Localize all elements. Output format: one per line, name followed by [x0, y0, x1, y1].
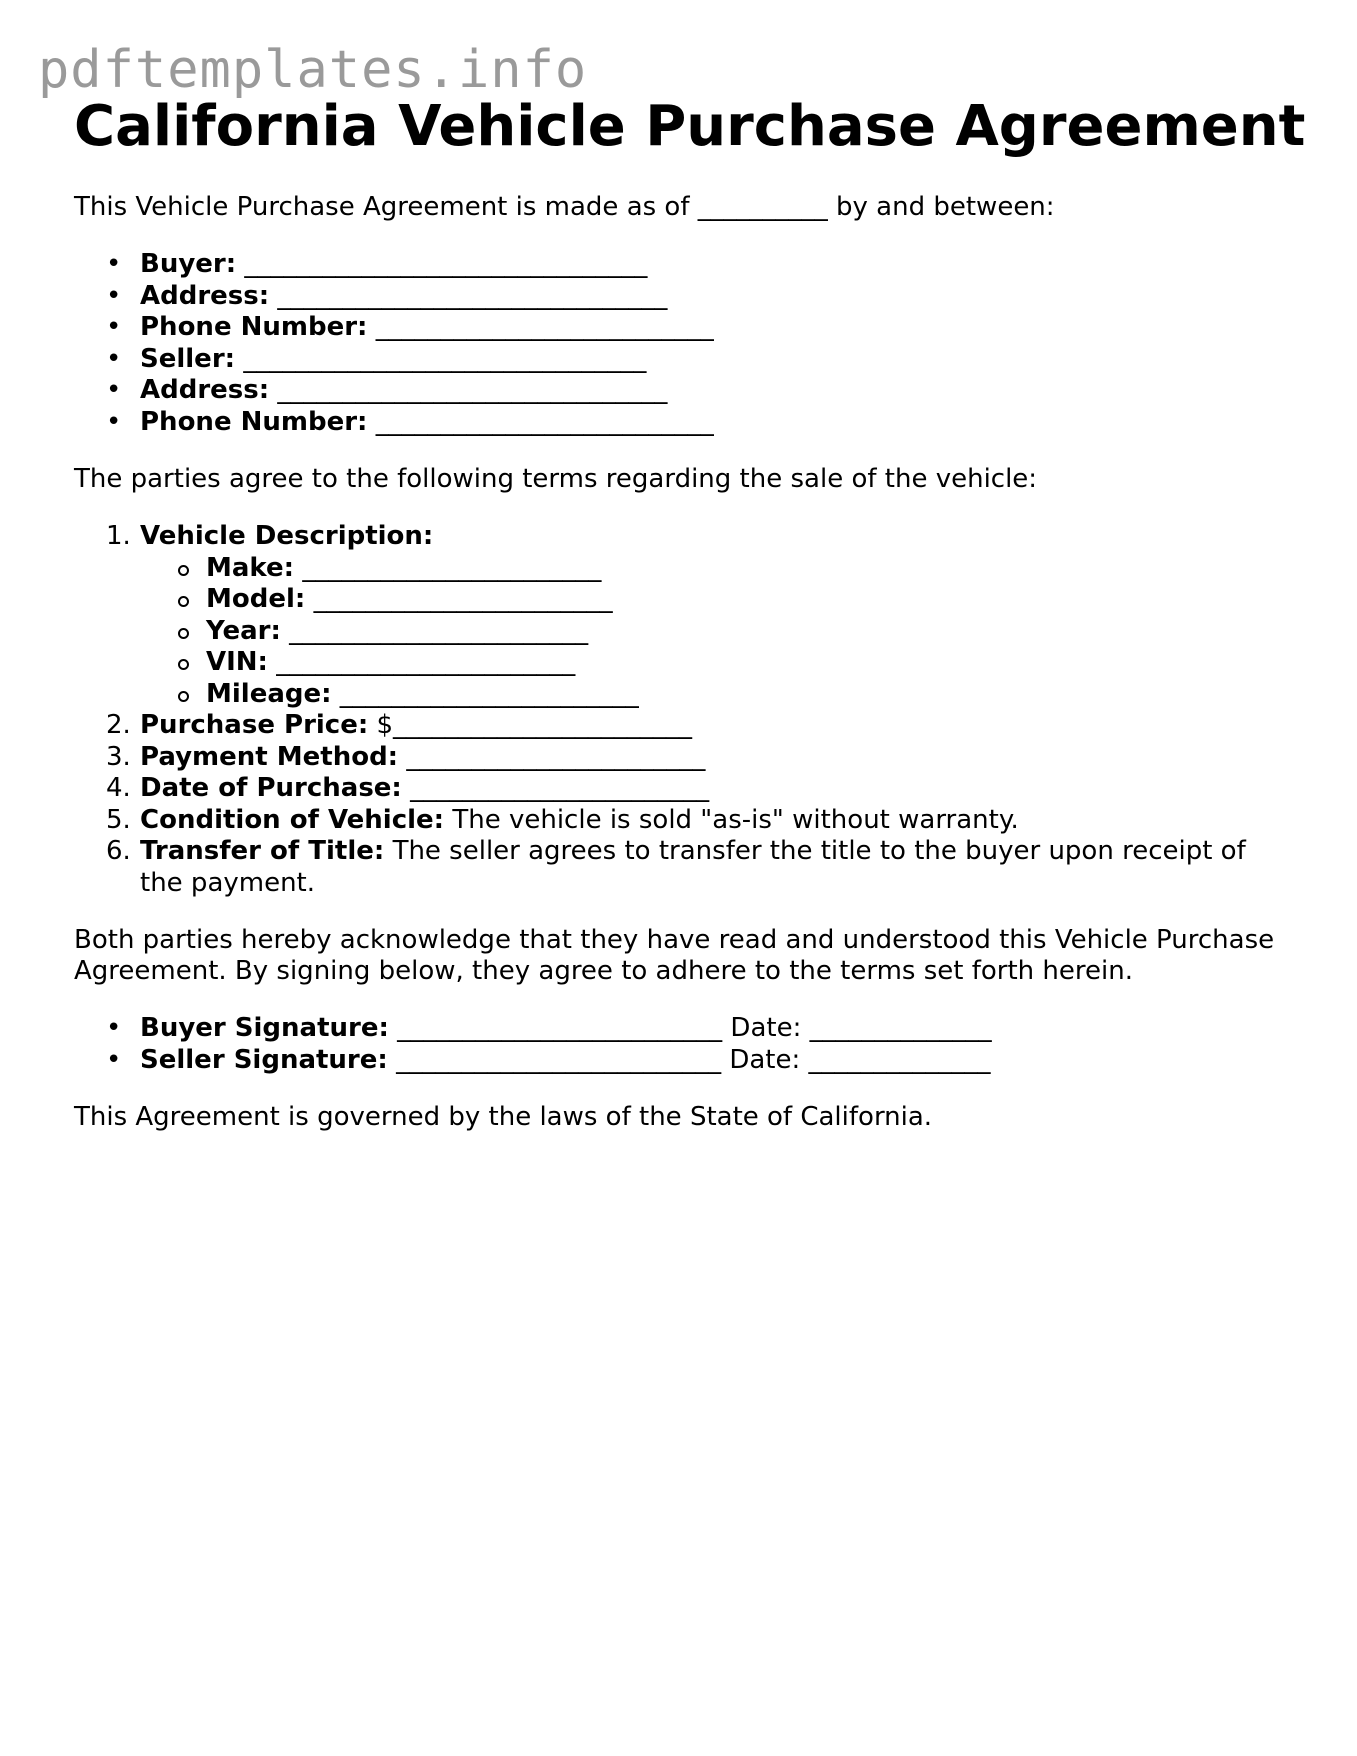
- term-text: The vehicle is sold "as-is" without warranty.: [452, 804, 1019, 835]
- terms-list: [74, 521, 1284, 899]
- watermark: pdftemplates.info: [38, 40, 588, 100]
- term-text: _______________________: [406, 741, 706, 772]
- party-label: Address:: [140, 375, 270, 405]
- party-buyer-address: [74, 281, 1284, 313]
- party-label: Seller:: [140, 343, 236, 374]
- buyer-signature-line: [74, 1013, 1284, 1045]
- document-page: [74, 92, 1306, 1133]
- field-blank: _______________________: [302, 552, 602, 583]
- term-vehicle-description: [74, 521, 1284, 710]
- term-label: Condition of Vehicle:: [140, 804, 445, 835]
- term-number: 2.: [106, 710, 131, 740]
- closing-paragraph: This Agreement is governed by the laws of the State of California.: [74, 1102, 933, 1132]
- party-seller-address: [74, 375, 1284, 407]
- field-model: [140, 584, 1284, 616]
- field-blank: _______________________: [339, 678, 639, 709]
- parties-list: [74, 249, 1284, 438]
- term-condition: [74, 805, 1284, 837]
- acknowledgment-paragraph: Both parties hereby acknowledge that they have read and understood this Vehicle Purchase Agreement. By signing below, they agree to adhere to the terms set forth herein.: [74, 925, 1275, 986]
- party-buyer-phone: [74, 312, 1284, 344]
- date-blank: ______________: [808, 1044, 991, 1075]
- term-number: 3.: [106, 741, 131, 772]
- term-payment-method: [74, 742, 1284, 774]
- party-blank: _______________________________: [244, 249, 648, 279]
- party-seller: [74, 344, 1284, 376]
- party-blank: ______________________________: [277, 375, 668, 405]
- party-blank: __________________________: [375, 312, 714, 342]
- party-blank: _______________________________: [243, 343, 647, 374]
- terms-intro: The parties agree to the following terms regarding the sale of the vehicle:: [74, 464, 1038, 494]
- document-title: California Vehicle Purchase Agreement: [74, 94, 1306, 159]
- field-label: VIN:: [206, 647, 268, 677]
- party-buyer: [74, 249, 1284, 281]
- field-label: Model:: [206, 584, 306, 614]
- term-text: The seller agrees to transfer the title to the buyer upon receipt of the payment.: [140, 836, 1246, 898]
- term-text: _______________________: [410, 773, 710, 803]
- signature-label: Seller Signature:: [140, 1044, 388, 1075]
- party-label: Phone Number:: [140, 312, 368, 342]
- field-blank: _______________________: [289, 615, 589, 646]
- field-label: Year:: [206, 615, 281, 646]
- date-blank: ______________: [809, 1013, 992, 1043]
- date-label: Date:: [729, 1044, 801, 1075]
- field-mileage: [140, 679, 1284, 711]
- term-text: $_______________________: [376, 710, 693, 740]
- field-blank: _______________________: [276, 647, 576, 677]
- seller-signature-line: [74, 1045, 1284, 1077]
- term-label: Date of Purchase:: [140, 773, 402, 803]
- intro-paragraph: This Vehicle Purchase Agreement is made as of __________ by and between:: [74, 192, 1055, 222]
- party-blank: __________________________: [375, 406, 714, 437]
- signature-blank: _________________________: [396, 1044, 722, 1075]
- field-year: [140, 616, 1284, 648]
- term-label: Payment Method:: [140, 741, 399, 772]
- signature-label: Buyer Signature:: [140, 1013, 389, 1043]
- vehicle-fields-list: [140, 553, 1284, 711]
- field-vin: [140, 647, 1284, 679]
- term-number: 4.: [106, 773, 131, 803]
- term-number: 6.: [106, 836, 131, 866]
- term-transfer-of-title: [74, 836, 1284, 899]
- field-blank: _______________________: [313, 584, 613, 614]
- field-make: [140, 553, 1284, 585]
- field-label: Mileage:: [206, 678, 332, 709]
- field-label: Make:: [206, 552, 295, 583]
- term-date-of-purchase: [74, 773, 1284, 805]
- term-number: 1.: [106, 521, 131, 551]
- signature-blank: _________________________: [397, 1013, 723, 1043]
- date-label: Date:: [730, 1013, 802, 1043]
- term-label: Purchase Price:: [140, 710, 369, 740]
- term-number: 5.: [106, 804, 131, 835]
- term-label: Vehicle Description:: [140, 521, 434, 551]
- party-label: Phone Number:: [140, 406, 368, 437]
- signature-list: [74, 1013, 1284, 1076]
- term-purchase-price: [74, 710, 1284, 742]
- party-blank: ______________________________: [277, 280, 668, 311]
- term-label: Transfer of Title:: [140, 836, 385, 866]
- party-label: Address:: [140, 280, 270, 311]
- party-seller-phone: [74, 407, 1284, 439]
- party-label: Buyer:: [140, 249, 237, 279]
